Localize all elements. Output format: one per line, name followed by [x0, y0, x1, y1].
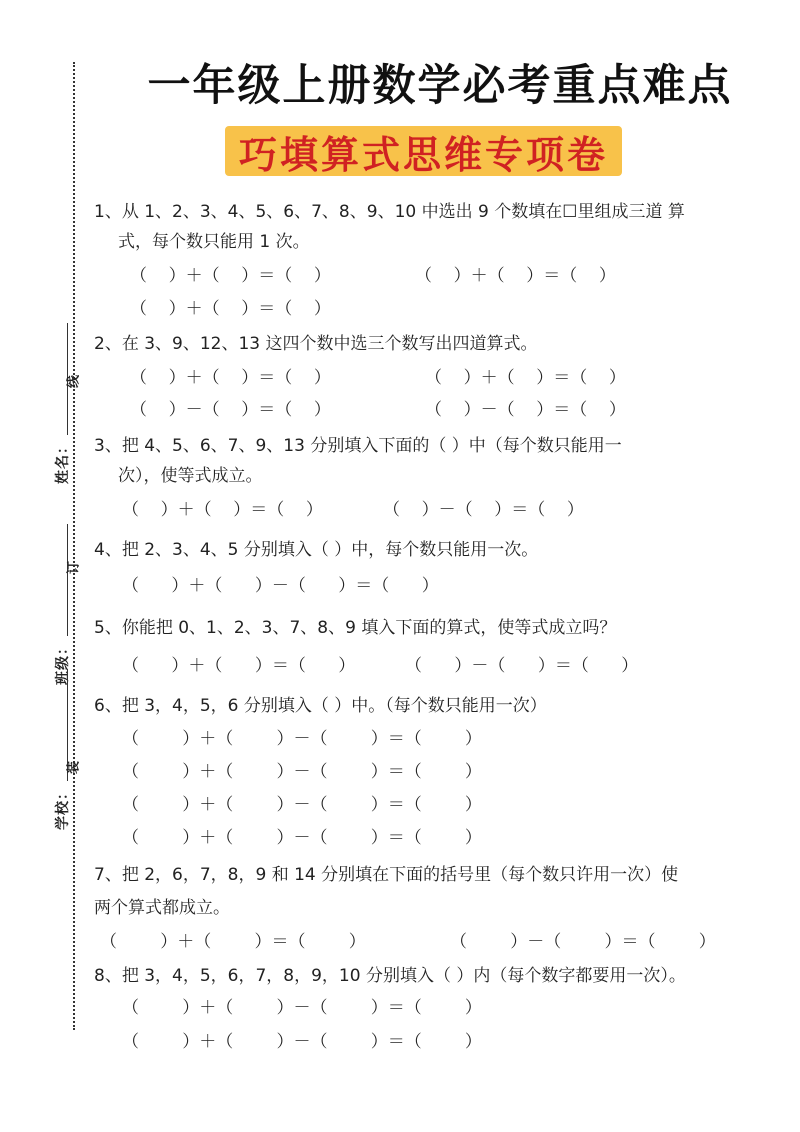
equation-blank[interactable]: （ ）＋（ ）＝（ ）	[425, 368, 626, 388]
page-subtitle: 巧填算式思维专项卷	[239, 132, 609, 177]
question-3-text: 3、把 4、5、6、7、9、13 分别填入下面的（ ）中（每个数只能用一	[94, 436, 622, 456]
gutter-mark-bind: 订	[66, 561, 82, 575]
equation-blank[interactable]: （ ）＋（ ）－（ ）＝（ ）	[122, 998, 482, 1018]
equation-blank[interactable]: （ ）－（ ）＝（ ）	[405, 656, 639, 676]
equation-blank[interactable]: （ ）＋（ ）＝（ ）	[130, 266, 331, 286]
equation-blank[interactable]: （ ）－（ ）＝（ ）	[425, 400, 626, 420]
question-2-text: 2、在 3、9、12、13 这四个数中选三个数写出四道算式。	[94, 334, 538, 354]
equation-blank[interactable]: （ ）＋（ ）－（ ）＝（ ）	[122, 795, 482, 815]
class-blank[interactable]	[57, 524, 68, 636]
equation-blank[interactable]: （ ）＋（ ）＝（ ）	[130, 368, 331, 388]
equation-blank[interactable]: （ ）＋（ ）＝（ ）	[100, 932, 366, 952]
equation-blank[interactable]: （ ）＋（ ）－（ ）＝（ ）	[122, 828, 482, 848]
gutter-mark-line: 线	[66, 375, 82, 389]
equation-blank[interactable]: （ ）＋（ ）＝（ ）	[122, 500, 323, 520]
question-7-text: 7、把 2，6，7，8，9 和 14 分别填在下面的括号里（每个数只许用一次）使	[94, 865, 679, 885]
equation-blank[interactable]: （ ）－（ ）＝（ ）	[450, 932, 716, 952]
question-7-text-cont: 两个算式都成立。	[94, 898, 230, 918]
equation-blank[interactable]: （ ）＋（ ）＝（ ）	[122, 656, 356, 676]
equation-blank[interactable]: （ ）＋（ ）－（ ）＝（ ）	[122, 762, 482, 782]
question-5-text: 5、你能把 0、1、2、3、7、8、9 填入下面的算式，使等式成立吗？	[94, 618, 617, 638]
student-name-field	[52, 323, 72, 484]
class-field	[52, 524, 72, 685]
question-1-text-cont: 式，每个数只能用 1 次。	[118, 232, 310, 252]
equation-blank[interactable]: （ ）＋（ ）＝（ ）	[415, 266, 616, 286]
equation-blank[interactable]: （ ）＋（ ）＝（ ）	[130, 299, 331, 319]
school-field	[52, 669, 72, 830]
subtitle-banner	[225, 126, 622, 176]
equation-blank[interactable]: （ ）－（ ）＝（ ）	[130, 400, 331, 420]
question-8-text: 8、把 3，4，5，6，7，8，9，10 分别填入（ ）内（每个数字都要用一次）。	[94, 966, 686, 986]
equation-blank[interactable]: （ ）＋（ ）－（ ）＝（ ）	[122, 729, 482, 749]
question-1-text: 1、从 1、2、3、4、5、6、7、8、9、10 中选出 9 个数填在☐里组成三道 算	[94, 202, 685, 222]
equation-blank[interactable]: （ ）－（ ）＝（ ）	[383, 500, 584, 520]
equation-blank[interactable]: （ ）＋（ ）－（ ）＝（ ）	[122, 1032, 482, 1052]
question-6-text: 6、把 3，4，5，6 分别填入（ ）中。（每个数只能用一次）	[94, 696, 547, 716]
class-label: 班级：	[55, 640, 71, 685]
equation-blank[interactable]: （ ）＋（ ）－（ ）＝（ ）	[122, 576, 439, 596]
student-name-label: 姓名：	[55, 439, 71, 484]
binding-dotted-line	[73, 62, 75, 1030]
page-title: 一年级上册数学必考重点难点	[147, 61, 733, 111]
question-3-text-cont: 次），使等式成立。	[118, 466, 263, 486]
gutter-mark-staple: 装	[66, 761, 82, 775]
question-4-text: 4、把 2、3、4、5 分别填入（ ）中，每个数只能用一次。	[94, 540, 539, 560]
school-label: 学校：	[55, 785, 71, 830]
